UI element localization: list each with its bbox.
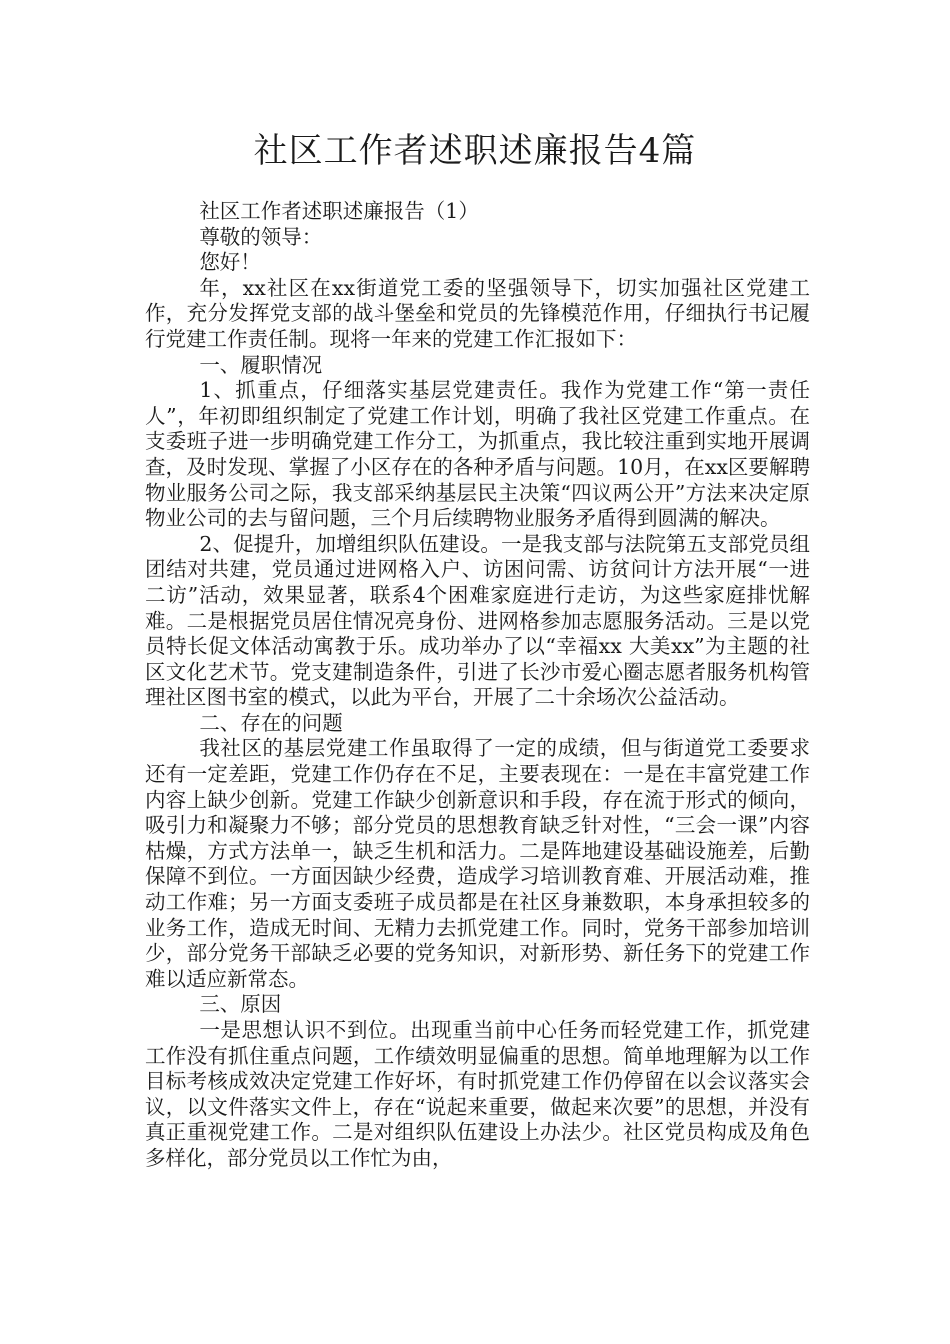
salutation: 尊敬的领导： bbox=[199, 224, 323, 249]
document-title: 社区工作者述职述廉报告4篇 bbox=[253, 131, 697, 171]
paragraph: 我社区的基层党建工作虽取得了一定的成绩，但与街道党工委要求还有一定差距，党建工作仍存在不足，主要表现在：一是在丰富党建工作内容上缺少创新。党建工作缺少创新意识和手段，存在流于形式的倾向，吸引力和凝聚力不够；部分党员的思想教育缺乏针对性，“三会一课”内容枯燥，方式方法单一，缺乏生机和活力。二是阵地建设基础设施差，后勤保障不到位。一方面因缺少经费，造成学习培训教育难、开展活动难，推动工作难；另一方面支委班子成员都是在社区身兼数职，本身承担较多的业务工作，造成无时间、无精力去抓党建工作。同时，党务干部参加培训少，部分党务干部缺乏必要的党务知识，对新形势、新任务下的党建工作难以适应新常态。 bbox=[145, 736, 810, 991]
paragraph: 年，xx社区在xx街道党工委的坚强领导下，切实加强社区党建工作，充分发挥党支部的战斗堡垒和党员的先锋模范作用，仔细执行书记履行党建工作责任制。现将一年来的党建工作汇报如下： bbox=[145, 275, 810, 351]
subsection-heading: 二、存在的问题 bbox=[199, 710, 343, 735]
paragraph: 一是思想认识不到位。出现重当前中心任务而轻党建工作，抓党建工作没有抓住重点问题，工作绩效明显偏重的思想。简单地理解为以工作目标考核成效决定党建工作好坏，有时抓党建工作仍停留在以会议落实会议，以文件落实文件上，存在“说起来重要，做起来次要”的思想，并没有真正重视党建工作。二是对组织队伍建设上办法少。社区党员构成及角色多样化，部分党员以工作忙为由， bbox=[145, 1018, 810, 1170]
paragraph: 2、促提升，加增组织队伍建设。一是我支部与法院第五支部党员组团结对共建，党员通过进网格入户、访困问需、访贫问计方法开展“一进二访”活动，效果显著，联系4个困难家庭进行走访，为这些家庭排忧解难。二是根据党员居住情况亮身份、进网格参加志愿服务活动。三是以党员特长促文体活动寓教于乐。成功举办了以“幸福xx 大美xx”为主题的社区文化艺术节。党支建制造条件，引进了长沙市爱心圈志愿者服务机构管理社区图书室的模式，以此为平台，开展了二十余场次公益活动。 bbox=[145, 531, 810, 710]
paragraph: 1、抓重点，仔细落实基层党建责任。我作为党建工作“第一责任人”，年初即组织制定了党建工作计划，明确了我社区党建工作重点。在支委班子进一步明确党建工作分工，为抓重点，我比较注重到实地开展调查，及时发现、掌握了小区存在的各种矛盾与问题。10月，在xx区要解聘物业服务公司之际，我支部采纳基层民主决策“四议两公开”方法来决定原物业公司的去与留问题，三个月后续聘物业服务矛盾得到圆满的解决。 bbox=[145, 378, 810, 531]
subsection-heading: 一、履职情况 bbox=[199, 352, 323, 377]
document-body bbox=[145, 199, 810, 1172]
section-heading: 社区工作者述职述廉报告（1） bbox=[199, 199, 479, 223]
greeting: 您好！ bbox=[199, 250, 261, 275]
subsection-heading: 三、原因 bbox=[199, 992, 282, 1017]
